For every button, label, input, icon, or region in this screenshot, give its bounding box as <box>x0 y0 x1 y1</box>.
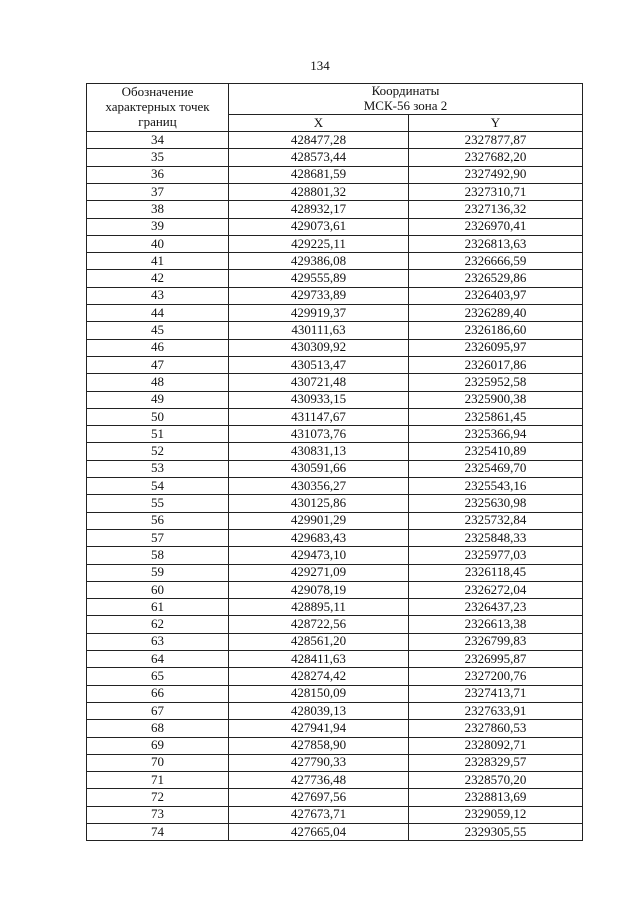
header-y: Y <box>409 114 583 131</box>
x-coordinate-cell: 430933,15 <box>229 391 409 408</box>
y-coordinate-cell: 2325469,70 <box>409 460 583 477</box>
y-coordinate-cell: 2326118,45 <box>409 564 583 581</box>
x-coordinate-cell: 430111,63 <box>229 322 409 339</box>
point-id-cell: 44 <box>87 305 229 322</box>
table-row <box>87 823 583 840</box>
x-coordinate-cell: 427697,56 <box>229 789 409 806</box>
table-row <box>87 564 583 581</box>
header-x: X <box>229 114 409 131</box>
table-row <box>87 512 583 529</box>
point-id-cell: 35 <box>87 149 229 166</box>
point-id-cell: 57 <box>87 529 229 546</box>
y-coordinate-cell: 2326529,86 <box>409 270 583 287</box>
x-coordinate-cell: 430831,13 <box>229 443 409 460</box>
x-coordinate-cell: 429078,19 <box>229 581 409 598</box>
y-coordinate-cell: 2327860,53 <box>409 720 583 737</box>
point-id-cell: 37 <box>87 184 229 201</box>
y-coordinate-cell: 2326666,59 <box>409 253 583 270</box>
x-coordinate-cell: 428681,59 <box>229 166 409 183</box>
x-coordinate-cell: 431073,76 <box>229 426 409 443</box>
point-id-cell: 45 <box>87 322 229 339</box>
point-id-cell: 46 <box>87 339 229 356</box>
table-row <box>87 443 583 460</box>
y-coordinate-cell: 2328329,57 <box>409 754 583 771</box>
x-coordinate-cell: 429919,37 <box>229 305 409 322</box>
table-row <box>87 599 583 616</box>
table-row <box>87 408 583 425</box>
x-coordinate-cell: 427858,90 <box>229 737 409 754</box>
point-id-cell: 73 <box>87 806 229 823</box>
y-coordinate-cell: 2325977,03 <box>409 547 583 564</box>
point-id-cell: 51 <box>87 426 229 443</box>
x-coordinate-cell: 428895,11 <box>229 599 409 616</box>
y-coordinate-cell: 2328092,71 <box>409 737 583 754</box>
y-coordinate-cell: 2326017,86 <box>409 356 583 373</box>
y-coordinate-cell: 2327682,20 <box>409 149 583 166</box>
y-coordinate-cell: 2326995,87 <box>409 651 583 668</box>
table-row <box>87 356 583 373</box>
table-row <box>87 322 583 339</box>
x-coordinate-cell: 430721,48 <box>229 374 409 391</box>
table-row <box>87 754 583 771</box>
point-id-cell: 43 <box>87 287 229 304</box>
table-row <box>87 166 583 183</box>
x-coordinate-cell: 427673,71 <box>229 806 409 823</box>
table-row <box>87 391 583 408</box>
point-id-cell: 63 <box>87 633 229 650</box>
y-coordinate-cell: 2328570,20 <box>409 772 583 789</box>
x-coordinate-cell: 429683,43 <box>229 529 409 546</box>
point-id-cell: 52 <box>87 443 229 460</box>
x-coordinate-cell: 428477,28 <box>229 132 409 149</box>
y-coordinate-cell: 2325952,58 <box>409 374 583 391</box>
y-coordinate-cell: 2326813,63 <box>409 235 583 252</box>
y-coordinate-cell: 2325900,38 <box>409 391 583 408</box>
y-coordinate-cell: 2327633,91 <box>409 702 583 719</box>
point-id-cell: 53 <box>87 460 229 477</box>
y-coordinate-cell: 2326272,04 <box>409 581 583 598</box>
table-row <box>87 737 583 754</box>
y-coordinate-cell: 2326289,40 <box>409 305 583 322</box>
y-coordinate-cell: 2326186,60 <box>409 322 583 339</box>
point-id-cell: 62 <box>87 616 229 633</box>
y-coordinate-cell: 2325543,16 <box>409 478 583 495</box>
x-coordinate-cell: 428561,20 <box>229 633 409 650</box>
point-id-cell: 36 <box>87 166 229 183</box>
x-coordinate-cell: 428932,17 <box>229 201 409 218</box>
table-row <box>87 339 583 356</box>
point-id-cell: 55 <box>87 495 229 512</box>
table-row <box>87 529 583 546</box>
header-coordinates-title: Координаты <box>371 83 440 98</box>
point-id-cell: 49 <box>87 391 229 408</box>
x-coordinate-cell: 428722,56 <box>229 616 409 633</box>
x-coordinate-cell: 428274,42 <box>229 668 409 685</box>
point-id-cell: 38 <box>87 201 229 218</box>
table-row <box>87 633 583 650</box>
point-id-cell: 69 <box>87 737 229 754</box>
table-row <box>87 547 583 564</box>
table-row <box>87 253 583 270</box>
x-coordinate-cell: 428150,09 <box>229 685 409 702</box>
coordinates-table <box>86 83 583 841</box>
x-coordinate-cell: 431147,67 <box>229 408 409 425</box>
point-id-cell: 42 <box>87 270 229 287</box>
table-row <box>87 478 583 495</box>
y-coordinate-cell: 2327492,90 <box>409 166 583 183</box>
x-coordinate-cell: 429386,08 <box>229 253 409 270</box>
header-row <box>87 84 583 115</box>
point-id-cell: 58 <box>87 547 229 564</box>
point-id-cell: 66 <box>87 685 229 702</box>
x-coordinate-cell: 430591,66 <box>229 460 409 477</box>
x-coordinate-cell: 429073,61 <box>229 218 409 235</box>
table-row <box>87 616 583 633</box>
x-coordinate-cell: 427941,94 <box>229 720 409 737</box>
point-id-cell: 67 <box>87 702 229 719</box>
y-coordinate-cell: 2326403,97 <box>409 287 583 304</box>
x-coordinate-cell: 428801,32 <box>229 184 409 201</box>
x-coordinate-cell: 429733,89 <box>229 287 409 304</box>
table-row <box>87 270 583 287</box>
point-id-cell: 41 <box>87 253 229 270</box>
y-coordinate-cell: 2327310,71 <box>409 184 583 201</box>
x-coordinate-cell: 430356,27 <box>229 478 409 495</box>
y-coordinate-cell: 2325630,98 <box>409 495 583 512</box>
point-id-cell: 70 <box>87 754 229 771</box>
table-row <box>87 806 583 823</box>
table-row <box>87 218 583 235</box>
header-coordinates-group <box>229 84 583 115</box>
y-coordinate-cell: 2328813,69 <box>409 789 583 806</box>
table-row <box>87 772 583 789</box>
x-coordinate-cell: 427665,04 <box>229 823 409 840</box>
point-id-cell: 48 <box>87 374 229 391</box>
table-row <box>87 495 583 512</box>
header-point-label: Обозначение характерных точек границ <box>87 84 229 132</box>
page-number: 134 <box>310 58 330 73</box>
table-row <box>87 132 583 149</box>
point-id-cell: 68 <box>87 720 229 737</box>
table-row <box>87 668 583 685</box>
x-coordinate-cell: 429271,09 <box>229 564 409 581</box>
y-coordinate-cell: 2326613,38 <box>409 616 583 633</box>
y-coordinate-cell: 2326799,83 <box>409 633 583 650</box>
x-coordinate-cell: 430125,86 <box>229 495 409 512</box>
y-coordinate-cell: 2329059,12 <box>409 806 583 823</box>
table-row <box>87 685 583 702</box>
table-body <box>87 132 583 841</box>
point-id-cell: 71 <box>87 772 229 789</box>
point-id-cell: 56 <box>87 512 229 529</box>
table-row <box>87 149 583 166</box>
table-row <box>87 426 583 443</box>
table-row <box>87 374 583 391</box>
point-id-cell: 50 <box>87 408 229 425</box>
y-coordinate-cell: 2325848,33 <box>409 529 583 546</box>
point-id-cell: 54 <box>87 478 229 495</box>
y-coordinate-cell: 2327136,32 <box>409 201 583 218</box>
y-coordinate-cell: 2327200,76 <box>409 668 583 685</box>
table-row <box>87 789 583 806</box>
point-id-cell: 34 <box>87 132 229 149</box>
x-coordinate-cell: 428411,63 <box>229 651 409 668</box>
point-id-cell: 61 <box>87 599 229 616</box>
point-id-cell: 64 <box>87 651 229 668</box>
x-coordinate-cell: 430513,47 <box>229 356 409 373</box>
point-id-cell: 60 <box>87 581 229 598</box>
y-coordinate-cell: 2325410,89 <box>409 443 583 460</box>
y-coordinate-cell: 2326095,97 <box>409 339 583 356</box>
table-row <box>87 460 583 477</box>
y-coordinate-cell: 2326437,23 <box>409 599 583 616</box>
y-coordinate-cell: 2325861,45 <box>409 408 583 425</box>
x-coordinate-cell: 429473,10 <box>229 547 409 564</box>
y-coordinate-cell: 2327413,71 <box>409 685 583 702</box>
table-row <box>87 184 583 201</box>
table-row <box>87 720 583 737</box>
x-coordinate-cell: 428039,13 <box>229 702 409 719</box>
table-row <box>87 305 583 322</box>
point-id-cell: 65 <box>87 668 229 685</box>
y-coordinate-cell: 2329305,55 <box>409 823 583 840</box>
table-row <box>87 201 583 218</box>
x-coordinate-cell: 429901,29 <box>229 512 409 529</box>
table-row <box>87 581 583 598</box>
x-coordinate-cell: 429555,89 <box>229 270 409 287</box>
point-id-cell: 74 <box>87 823 229 840</box>
x-coordinate-cell: 428573,44 <box>229 149 409 166</box>
y-coordinate-cell: 2326970,41 <box>409 218 583 235</box>
point-id-cell: 40 <box>87 235 229 252</box>
point-id-cell: 39 <box>87 218 229 235</box>
point-id-cell: 72 <box>87 789 229 806</box>
x-coordinate-cell: 427790,33 <box>229 754 409 771</box>
x-coordinate-cell: 427736,48 <box>229 772 409 789</box>
x-coordinate-cell: 430309,92 <box>229 339 409 356</box>
header-coordinate-system: МСК-56 зона 2 <box>363 97 448 113</box>
y-coordinate-cell: 2325732,84 <box>409 512 583 529</box>
y-coordinate-cell: 2325366,94 <box>409 426 583 443</box>
table-row <box>87 651 583 668</box>
x-coordinate-cell: 429225,11 <box>229 235 409 252</box>
table-row <box>87 235 583 252</box>
table-row <box>87 702 583 719</box>
point-id-cell: 59 <box>87 564 229 581</box>
point-id-cell: 47 <box>87 356 229 373</box>
table-row <box>87 287 583 304</box>
y-coordinate-cell: 2327877,87 <box>409 132 583 149</box>
